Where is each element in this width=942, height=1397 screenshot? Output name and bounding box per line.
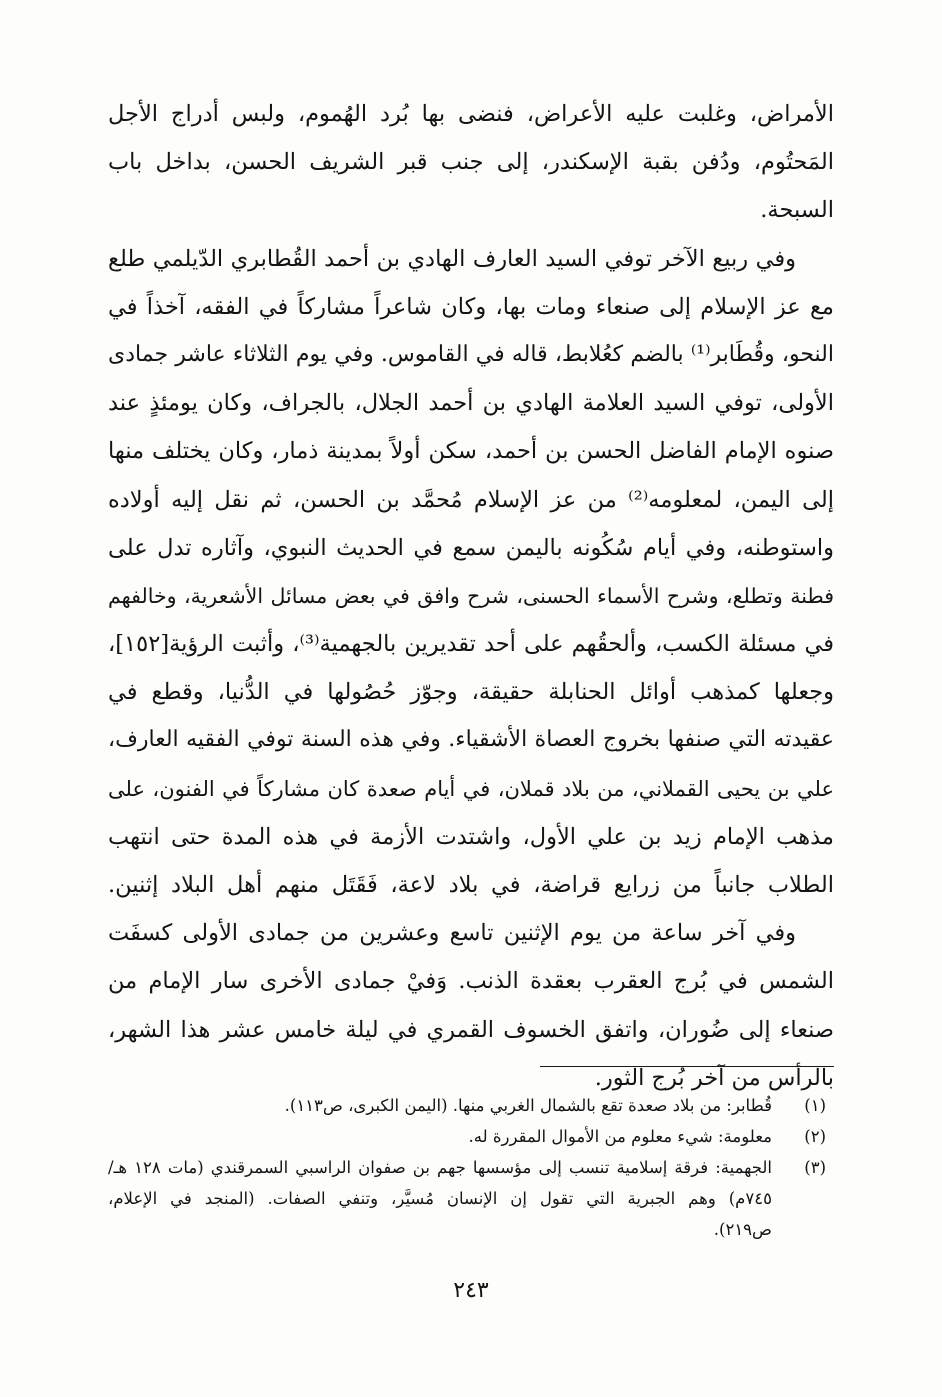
text-line: الأولى، توفي السيد العلامة الهادي بن أحمد الجلال، بالجراف، وكان يومئذٍ عند bbox=[108, 390, 834, 417]
footnote-marker: (١) bbox=[804, 1096, 826, 1115]
text-line: الأمراض، وغلبت عليه الأعراض، فنضى بها بُرد الهُموم، ولبس أدراج الأجل bbox=[108, 101, 834, 127]
footnote-line: ص٢١٩). bbox=[713, 1220, 772, 1239]
text-line: صنوه الإمام الفاضل الحسن بن أحمد، سكن أولاً بمدينة ذمار، وكان يختلف منها bbox=[108, 438, 834, 465]
text-line: السبحة. bbox=[760, 197, 834, 224]
footnote-marker: (٢) bbox=[804, 1127, 826, 1146]
text-line: علي بن يحيى القملاني، من بلاد قملان، في أيام صعدة كان مشاركاً في الفنون، على bbox=[108, 776, 834, 801]
footnote-2 bbox=[108, 1121, 834, 1152]
text-line: إلى اليمن، لمعلومه⁽²⁾ من عز الإسلام مُحمَّد بن الحسن، ثم نقل إليه أولاده bbox=[108, 486, 834, 513]
footnote-separator bbox=[540, 1066, 834, 1067]
text-line: صنعاء إلى ضُوران، واتفق الخسوف القمري في ليلة خامس عشر هذا الشهر، bbox=[108, 1016, 834, 1043]
footnote-text bbox=[108, 1090, 772, 1121]
footnotes bbox=[108, 1090, 834, 1245]
footnote-text bbox=[108, 1121, 772, 1152]
text-line: بالرأس من آخر بُرج الثور. bbox=[594, 1064, 834, 1091]
text-line: الشمس في بُرج العقرب بعقدة الذنب. وَفيْ جمادى الأخرى سار الإمام من bbox=[108, 968, 834, 995]
footnote-line: معلومة: شيء معلوم من الأموال المقررة له. bbox=[468, 1127, 772, 1146]
text-line: وجعلها كمذهب أوائل الحنابلة حقيقة، وجوّز حُصُولها في الدُّنيا، وقطع في bbox=[108, 679, 834, 706]
main-text-block bbox=[108, 90, 834, 1102]
page-number: ٢٤٣ bbox=[453, 1278, 489, 1303]
footnote-text bbox=[108, 1152, 772, 1245]
text-line: النحو، وقُطَابر⁽¹⁾ بالضم كعُلابط، قاله في القاموس. وفي يوم الثلاثاء عاشر جمادى bbox=[108, 341, 834, 367]
footnote-1 bbox=[108, 1090, 834, 1121]
text-line: فطنة وتطلع، وشرح الأسماء الحسنى، شرح وافق في بعض مسائل الأشعرية، وخالفهم bbox=[108, 583, 834, 608]
footnote-line: ٧٤٥م) وهم الجبرية التي تقول إن الإنسان مُسيَّر، وتنفي الصفات. (المنجد في الإعلام، bbox=[108, 1189, 772, 1208]
text-line: مذهب الإمام زيد بن علي الأول، واشتدت الأزمة في هذه المدة حتى انتهب bbox=[108, 823, 834, 850]
text-line: وفي ربيع الآخر توفي السيد العارف الهادي بن أحمد القُطابري الدّيلمي طلع bbox=[108, 245, 796, 272]
text-line: في مسئلة الكسب، وألحقُهم على أحد تقديرين بالجهمية⁽³⁾، وأثبت الرؤية[١٥٢]، bbox=[108, 631, 834, 658]
text-line: الطلاب جانباً من زرايع قراضة، في بلاد لاعة، فَقَتَل منهم أهل البلاد إثنين. bbox=[108, 872, 834, 898]
text-line: واستوطنه، وفي أيام سُكُونه باليمن سمع في الحديث النبوي، وآثاره تدل على bbox=[108, 534, 834, 561]
text-line: المَحتُوم، ودُفن بقبة الإسكندر، إلى جنب قبر الشريف الحسن، بداخل باب bbox=[108, 149, 834, 176]
text-line: مع عز الإسلام إلى صنعاء ومات بها، وكان شاعراً مشاركاً في الفقه، آخذاً في bbox=[108, 293, 834, 320]
text-line: عقيدته التي صنفها بخروج العصاة الأشقياء. وفي هذه السنة توفي الفقيه العارف، bbox=[108, 727, 834, 753]
footnote-marker: (٣) bbox=[804, 1158, 826, 1177]
footnote-3 bbox=[108, 1152, 834, 1245]
footnote-line: الجهمية: فرقة إسلامية تنسب إلى مؤسسها جهم بن صفوان الراسبي السمرقندي (مات ١٢٨ هـ/ bbox=[108, 1158, 772, 1177]
text-line: وفي آخر ساعة من يوم الإثنين تاسع وعشرين من جمادى الأولى كسفَت bbox=[108, 920, 796, 947]
footnote-line: قُطابر: من بلاد صعدة تقع بالشمال الغربي منها. (اليمن الكبرى، ص١١٣). bbox=[284, 1096, 772, 1115]
